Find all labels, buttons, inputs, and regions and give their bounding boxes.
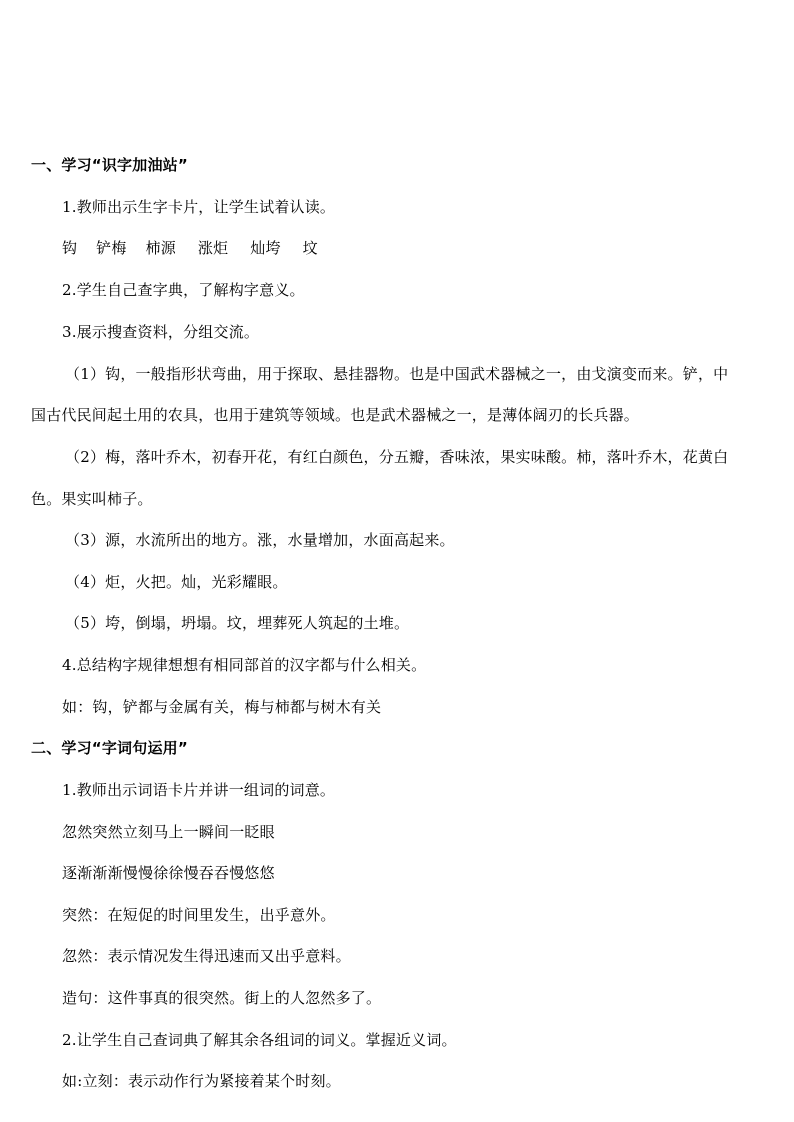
- section-1-step-4: 4.总结构字规律想想有相同部首的汉字都与什么相关。: [62, 656, 427, 674]
- paragraph-3: （3）源，水流所出的地方。涨，水量增加，水面高起来。: [65, 531, 455, 549]
- section-1-step-2: 2.学生自己查字典，了解构字意义。: [62, 281, 305, 299]
- section-1-step-1: 1.教师出示生字卡片，让学生试着认读。: [62, 198, 336, 216]
- character-item: 钩: [62, 239, 78, 257]
- character-item: 柿源: [145, 239, 176, 257]
- section-2-heading: 二、学习“字词句运用”: [31, 739, 188, 757]
- section-1-step-3: 3.展示搜查资料，分组交流。: [62, 323, 260, 341]
- paragraph-4: （4）炬，火把。灿，光彩耀眼。: [65, 573, 288, 591]
- character-item: 铲梅: [96, 239, 127, 257]
- definition-huran: 忽然：表示情况发生得迅速而又出乎意料。: [62, 947, 351, 965]
- paragraph-1-line-1: （1）钩，一般指形状弯曲，用于探取、悬挂器物。也是中国武术器械之一，由戈演变而来。铲，中: [65, 365, 729, 383]
- word-group-1: 忽然突然立刻马上一瞬间一眨眼: [62, 823, 275, 841]
- character-item: 灿垮: [250, 239, 281, 257]
- section-2-step-1: 1.教师出示词语卡片并讲一组词的词意。: [62, 781, 336, 799]
- paragraph-5: （5）垮，倒塌，坍塌。坟，埋葬死人筑起的土堆。: [65, 614, 410, 632]
- section-1-heading: 一、学习“识字加油站”: [31, 156, 188, 174]
- paragraph-2-line-2: 色。果实叫柿子。: [31, 490, 153, 508]
- section-2-example: 如:立刻：表示动作行为紧接着某个时刻。: [62, 1072, 341, 1090]
- paragraph-2-line-1: （2）梅，落叶乔木，初春开花，有红白颜色，分五瓣，香味浓，果实味酸。柿，落叶乔木，花黄白: [65, 448, 729, 466]
- paragraph-1-line-2: 国古代民间起土用的农具，也用于建筑等领域。也是武术器械之一，是薄体阔刃的长兵器。: [31, 406, 640, 424]
- character-list: [0, 238, 794, 258]
- character-item: 坟: [302, 239, 318, 257]
- definition-tuoran: 突然：在短促的时间里发生，出乎意外。: [62, 906, 336, 924]
- word-group-2: 逐渐渐渐慢慢徐徐慢吞吞慢悠悠: [62, 864, 275, 882]
- section-2-step-2: 2.让学生自己查词典了解其余各组词的词义。掌握近义词。: [62, 1031, 457, 1049]
- example-sentence: 造句：这件事真的很突然。街上的人忽然多了。: [62, 989, 382, 1007]
- section-1-example: 如：钩，铲都与金属有关，梅与柿都与树木有关: [62, 698, 382, 716]
- character-item: 涨炬: [197, 239, 229, 257]
